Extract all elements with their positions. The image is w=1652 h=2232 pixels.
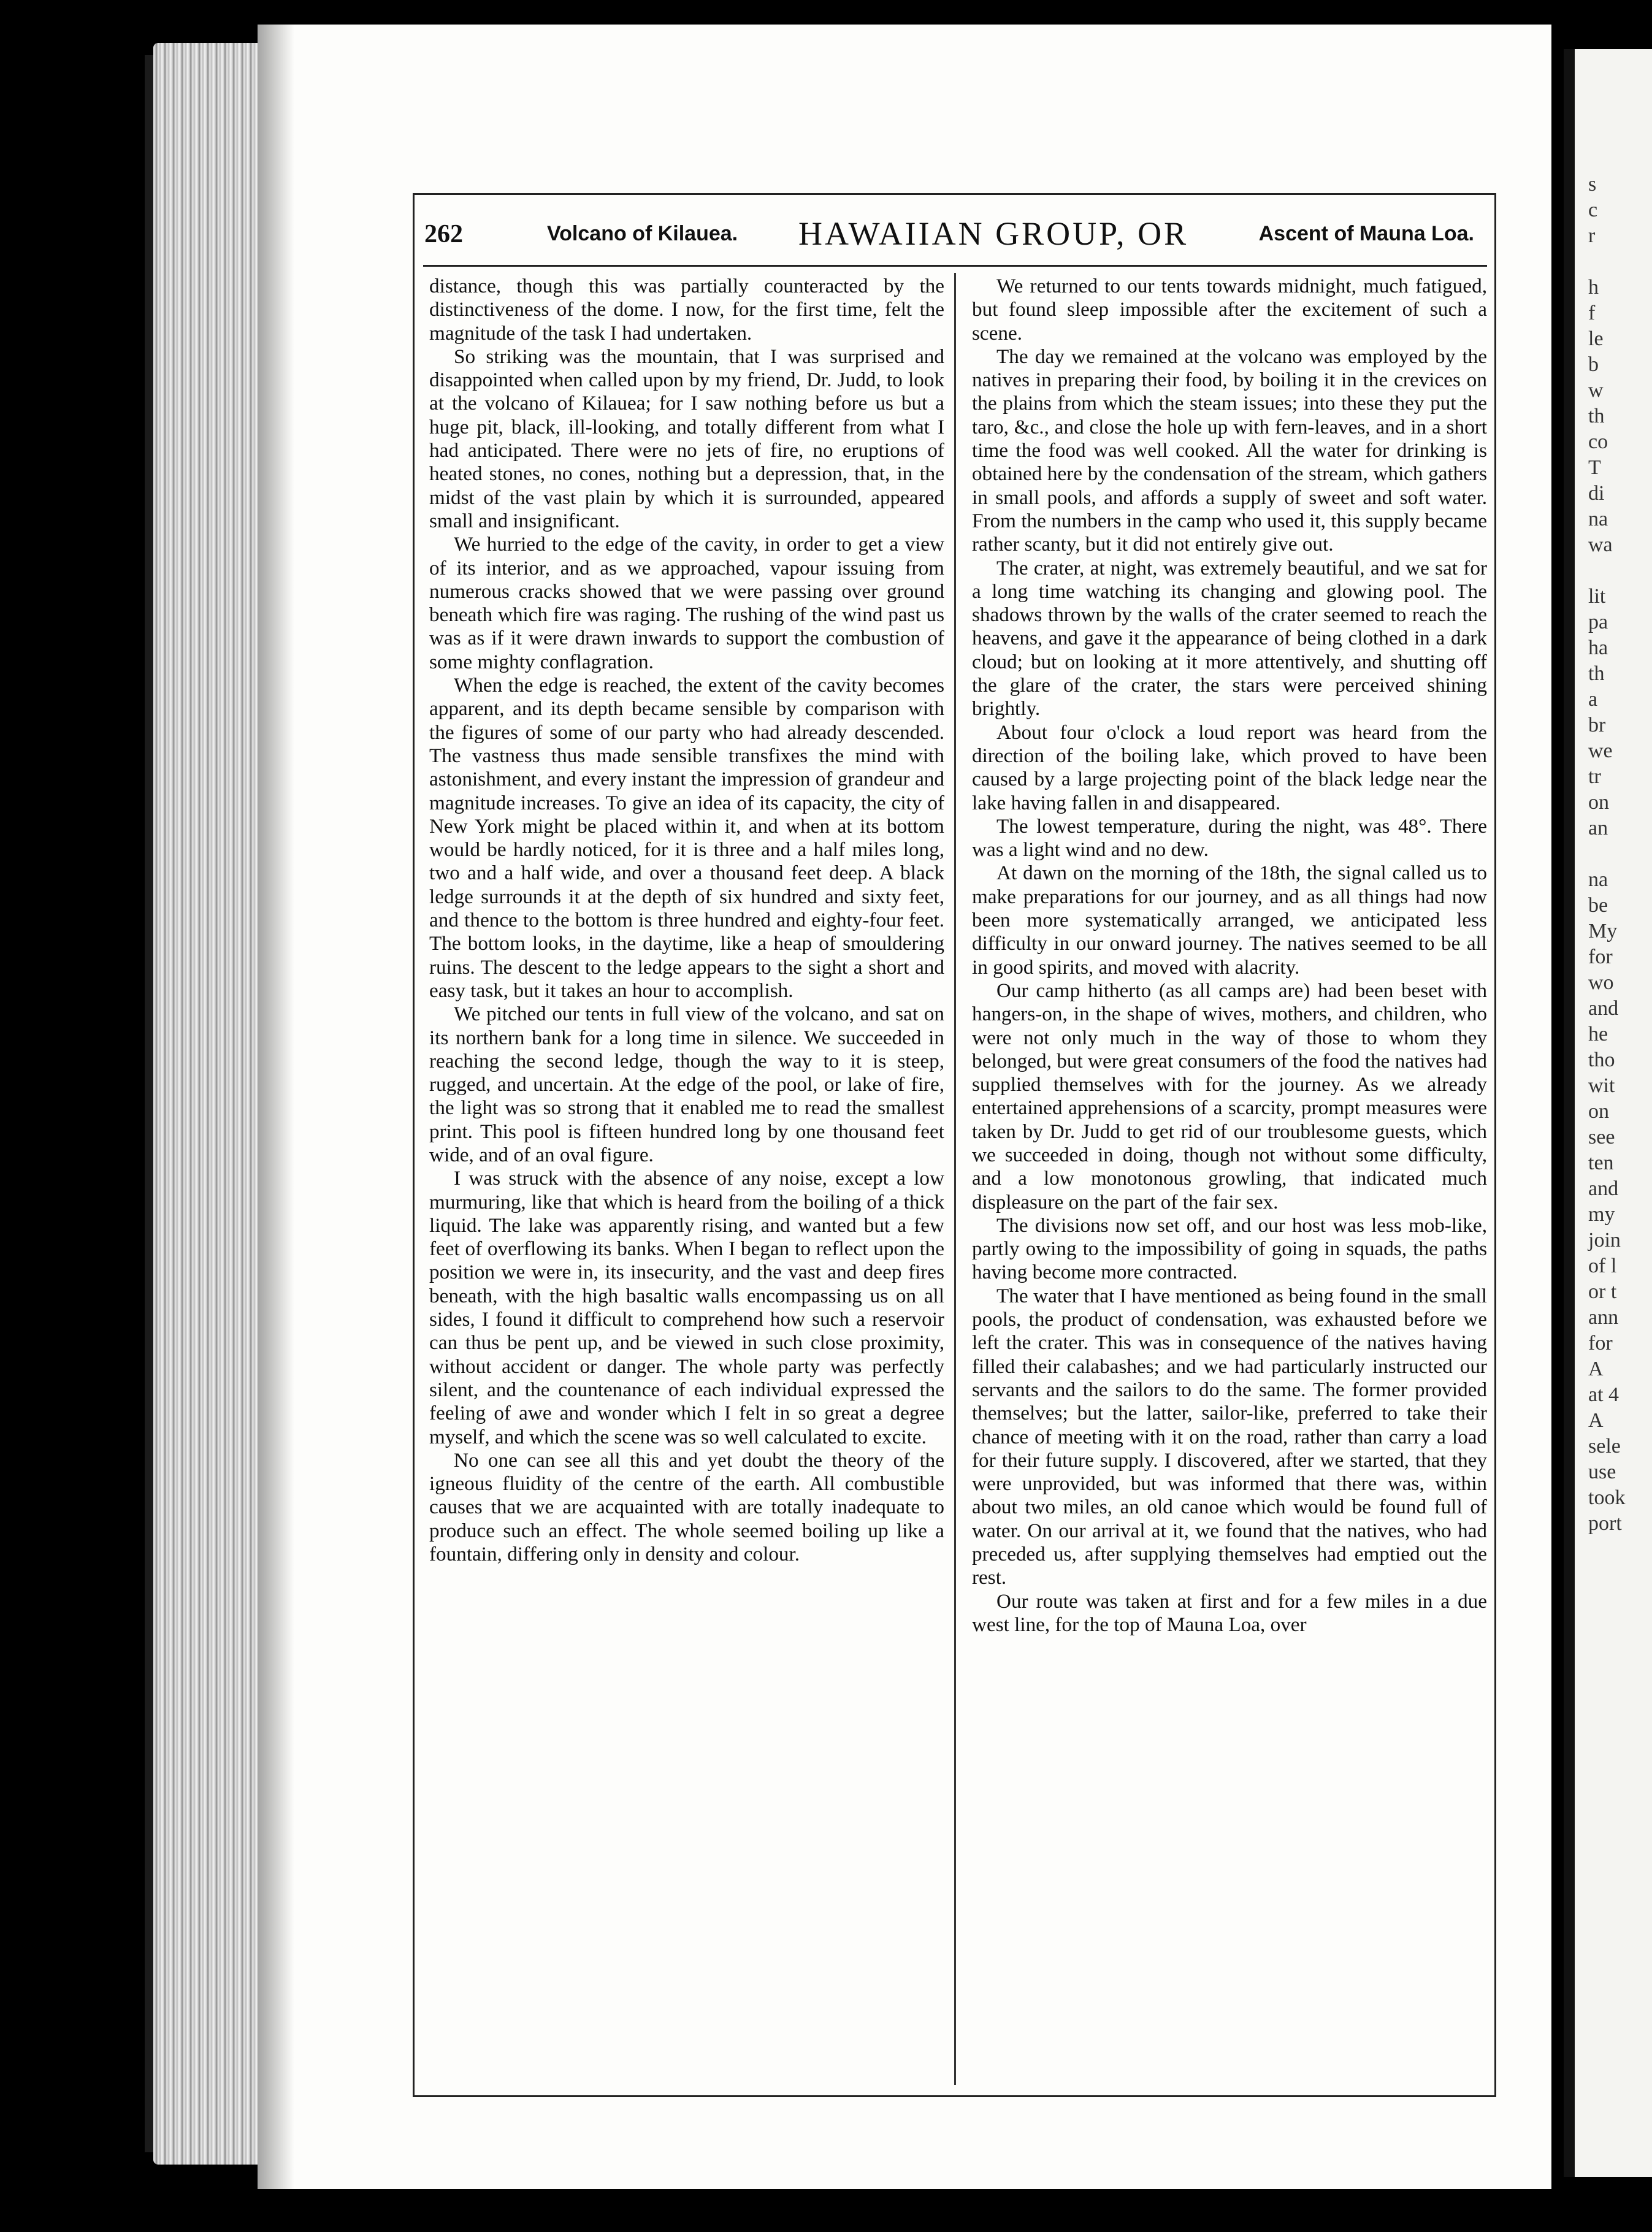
page-number: 262 [424, 220, 463, 248]
facing-page-fragment: h [1588, 276, 1599, 299]
paragraph: We hurried to the edge of the cavity, in order to get a view of its interior, and as we approached, vapour issuing from numerous cracks showed that we were passing over ground beneath which fire was raging. The rushing of the wind past us was as if it were drawn inwards to support the combustion of some mighty conflagration. [429, 533, 944, 673]
facing-page-fragment: or t [1588, 1280, 1617, 1303]
paragraph: Our camp hitherto (as all camps are) had been beset with hangers-on, in the shape of wives, mothers, and children, who were not only much in the way of those to whom they belonged, but were great consumers of the food the natives had supplied themselves with for the journey. As we already entertained apprehensions of a scarcity, prompt measures were taken by Dr. Judd to get rid of our troublesome guests, which we succeeded in doing, though not without some difficulty, and a low monotonous growling, that indicated much displeasure on the part of the fair sex. [972, 979, 1487, 1213]
facing-page-fragment: tho [1588, 1049, 1615, 1071]
column-divider [954, 273, 956, 2085]
facing-page-fragment: pa [1588, 611, 1608, 633]
facing-page-fragment: we [1588, 740, 1613, 762]
paragraph: The crater, at night, was extremely beautiful, and we sat for a long time watching its changing and glowing pool. The shadows thrown by the walls of the crater seemed to reach the heavens, and gave it the appearance of being clothed in a dark cloud; but on looking at it more attentively, and shutting off the glare of the crater, the stars were perceived shining brightly. [972, 556, 1487, 720]
facing-page-fragment [1588, 558, 1652, 584]
facing-page-fragment: on [1588, 1100, 1609, 1123]
paragraph: We pitched our tents in full view of the volcano, and sat on its northern bank for a long time in silence. We succeeded in reaching the second ledge, though the way to it is steep, rugged, and uncertain. At the edge of the pool, or lake of fire, the light was so strong that it enabled me to read the smallest print. This pool is fifteen hundred long by one thousand feet wide, and of an oval figure. [429, 1003, 944, 1166]
facing-page-fragment: b [1588, 353, 1599, 376]
facing-page-fragment: le [1588, 327, 1604, 350]
running-header [424, 215, 1486, 258]
right-running-head: Ascent of Mauna Loa. [1258, 222, 1474, 245]
facing-page-fragment [1588, 841, 1652, 867]
facing-page-fragment: of l [1588, 1255, 1617, 1277]
facing-page-fragment: lit [1588, 585, 1606, 608]
facing-page-fragment: for [1588, 1332, 1613, 1355]
paragraph: So striking was the mountain, that I was surprised and disappointed when called upon by my friend, Dr. Judd, to look at the volcano of Kilauea; for I saw nothing before us but a huge pit, black, ill-looking, and totally different from what I had anticipated. There were no jets of fire, no eruptions of heated stones, no cones, nothing but a depression, that, in the midst of the vast plain by which it is surrounded, appeared small and insignificant. [429, 345, 944, 532]
left-running-head: Volcano of Kilauea. [547, 222, 738, 245]
facing-page-fragment: sele [1588, 1435, 1621, 1458]
book-page-edges [153, 43, 270, 2165]
facing-page-fragment: wo [1588, 971, 1614, 994]
facing-page-text-fragments [1588, 172, 1652, 1537]
facing-page-fragment: di [1588, 482, 1605, 505]
paragraph: At dawn on the morning of the 18th, the signal called us to make preparations for our journey, and as all things had now been more systematically arranged, we anticipated less difficulty in our onward journey. The natives seemed to be all in good spirits, and moved with alacrity. [972, 862, 1487, 979]
facing-page-fragment [1588, 249, 1652, 275]
facing-page-fragment: T [1588, 456, 1601, 479]
paragraph: I was struck with the absence of any noise, except a low murmuring, like that which is heard from the boiling of a thick liquid. The lake was apparently rising, and wanted but a few feet of overflowing its banks. When I began to reflect upon the position we were in, its insecurity, and the vast and deep fires beneath, with the high basaltic walls encompassing us on all sides, I found it difficult to comprehend how such a reservoir can thus be pent up, and be viewed in such close proximity, without accident or danger. The whole party was perfectly silent, and the countenance of each individual expressed the feeling of awe and wonder which I felt in so great a degree myself, and which the scene was so well calculated to excite. [429, 1167, 944, 1448]
facing-page-fragment: use [1588, 1461, 1616, 1483]
facing-page-fragment: th [1588, 405, 1605, 427]
facing-page-fragment: My [1588, 920, 1618, 942]
facing-page-fragment: na [1588, 508, 1608, 530]
left-text-column [429, 275, 944, 2084]
facing-page-fragment: be [1588, 894, 1608, 917]
paragraph: The divisions now set off, and our host was less mob-like, partly owing to the impossibility of going in squads, the paths having become more contracted. [972, 1213, 1487, 1284]
facing-page-fragment: r [1588, 224, 1596, 247]
paragraph: When the edge is reached, the extent of the cavity becomes apparent, and its depth became sensible by comparison with the figures of some of our party who had already descended. The vastness thus made sensible transfixes the mind with astonishment, and every instant the impression of grandeur and magnitude increases. To give an idea of its capacity, the city of New York might be placed within it, and when at its bottom would be hardly noticed, for it is three and a half miles long, two and a half wide, and over a thousand feet deep. A black ledge surrounds it at the depth of six hundred and sixty feet, and thence to the bottom is three hundred and eighty-four feet. The bottom looks, in the daytime, like a heap of smouldering ruins. The descent to the ledge appears to the sight a short and easy task, but it takes an hour to accomplish. [429, 674, 944, 1002]
paragraph: No one can see all this and yet doubt the theory of the igneous fluidity of the centre of the earth. All combustible causes that we are acquainted with are totally inadequate to produce such an effect. The whole seemed boiling up like a fountain, differing only in density and colour. [429, 1448, 944, 1566]
facing-page-gutter [1564, 49, 1575, 2177]
paragraph: Our route was taken at first and for a few miles in a due west line, for the top of Mauna Loa, over [972, 1589, 1487, 1636]
facing-page-fragment: wit [1588, 1074, 1615, 1097]
facing-page-fragment: A [1588, 1358, 1604, 1380]
facing-page-fragment: br [1588, 714, 1606, 736]
facing-page-fragment: join [1588, 1229, 1621, 1252]
facing-page-fragment: took [1588, 1486, 1626, 1509]
facing-page-edge [1564, 49, 1652, 2177]
facing-page-fragment: he [1588, 1023, 1608, 1045]
facing-page-fragment: c [1588, 199, 1598, 221]
facing-page-fragment: A [1588, 1409, 1604, 1432]
facing-page-fragment: wa [1588, 533, 1613, 556]
facing-page-fragment: th [1588, 662, 1605, 685]
paragraph: The day we remained at the volcano was employed by the natives in preparing their food, by boiling it in the crevices on the plains from which the steam issues; into these they put the taro, &c., and close the hole up with fern-leaves, and in a short time the food was well cooked. All the water for drinking is obtained here by the condensation of the stream, which gathers in small pools, and affords a supply of sweet and soft water. From the numbers in the camp who used it, this supply became rather scanty, but it did not entirely give out. [972, 345, 1487, 556]
facing-page-fragment: an [1588, 817, 1608, 839]
paragraph: The water that I have mentioned as being found in the small pools, the product of condensation, was exhausted before we left the crater. This was in consequence of the natives having filled their calabashes; and we had particularly instructed our servants and the sailors to do the same. The former provided themselves; but the latter, sailor-like, preferred to take their chance of meeting with it on the road, rather than carry a load for their future supply. I discovered, after we started, that they were unprovided, but was informed that there was, within about two miles, an old canoe which would be found full of water. On our arrival at it, we found that the natives, who had preceded us, after supplying themselves had emptied out the rest. [972, 1284, 1487, 1589]
facing-page-fragment: port [1588, 1512, 1622, 1535]
facing-page-fragment: ten [1588, 1152, 1614, 1174]
facing-page-fragment: co [1588, 430, 1608, 453]
header-rule [423, 265, 1487, 267]
facing-page-fragment: a [1588, 688, 1598, 711]
paragraph: distance, though this was partially counteracted by the distinctiveness of the dome. I now, for the first time, felt the magnitude of the task I had undertaken. [429, 275, 944, 345]
facing-page-fragment: for [1588, 946, 1613, 968]
facing-page-fragment: my [1588, 1203, 1615, 1226]
facing-page-fragment: s [1588, 173, 1597, 196]
facing-page-fragment: and [1588, 997, 1619, 1020]
facing-page-fragment: ha [1588, 636, 1608, 659]
facing-page-fragment: w [1588, 379, 1604, 402]
paragraph: The lowest temperature, during the night, was 48°. There was a light wind and no dew. [972, 814, 1487, 862]
page-gutter-shadow [258, 25, 294, 2189]
right-text-column [972, 275, 1487, 2084]
facing-page-fragment: and [1588, 1177, 1619, 1200]
facing-page-fragment: on [1588, 791, 1609, 814]
facing-page-fragment: na [1588, 868, 1608, 891]
paragraph: About four o'clock a loud report was heard from the direction of the boiling lake, which proved to have been caused by a large projecting point of the black ledge near the lake having fallen in and disappeared. [972, 720, 1487, 814]
facing-page-fragment: ann [1588, 1306, 1619, 1329]
paragraph: We returned to our tents towards midnight, much fatigued, but found sleep impossible after the excitement of such a scene. [972, 275, 1487, 345]
facing-page-fragment: see [1588, 1126, 1615, 1148]
facing-page-fragment: f [1588, 302, 1596, 324]
facing-page-fragment: tr [1588, 765, 1601, 788]
facing-page-fragment: at 4 [1588, 1383, 1619, 1406]
book-title-header: HAWAIIAN GROUP, OR [798, 215, 1189, 252]
